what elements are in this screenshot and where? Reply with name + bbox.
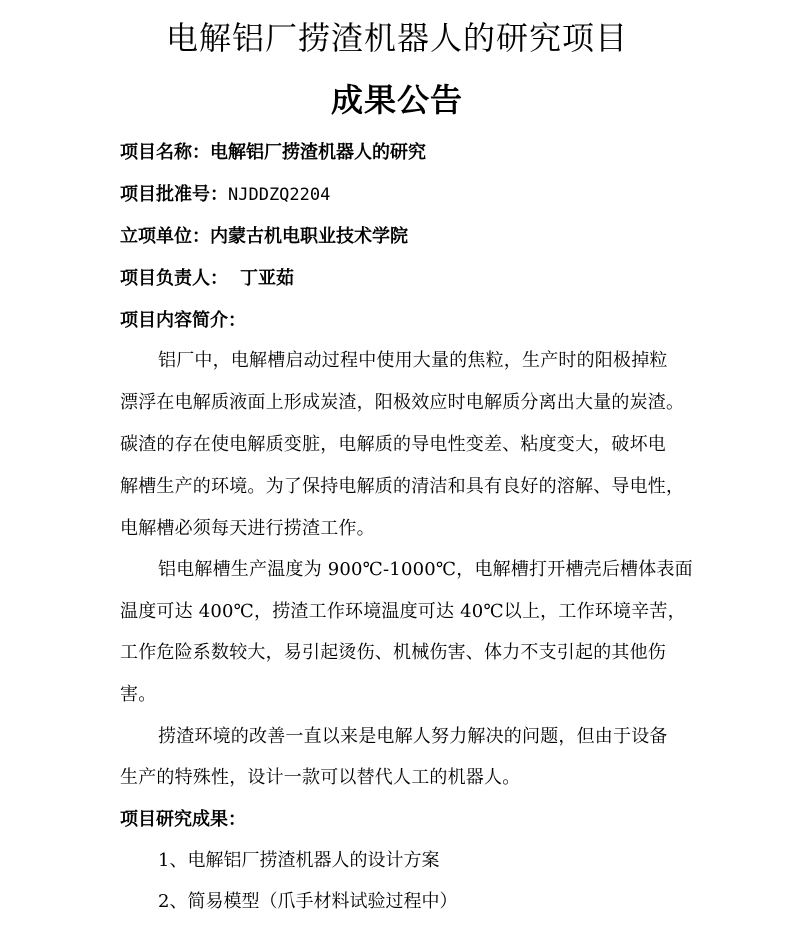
results-list-item: 1、电解铝厂捞渣机器人的设计方案 (158, 850, 440, 871)
project-name-row (120, 140, 680, 166)
intro-p1-line: 电解槽必须每天进行捞渣工作。 (120, 518, 375, 539)
project-name-label: 项目名称： (120, 142, 210, 163)
results-list-item: 2、简易模型（爪手材料试验过程中） (158, 891, 458, 912)
approval-number-value: NJDDZQ2204 (228, 185, 331, 205)
project-unit-label: 立项单位： (120, 226, 210, 247)
project-leader-label: 项目负责人： (120, 268, 228, 289)
intro-p1-line: 铝厂中，电解槽启动过程中使用大量的焦粒，生产时的阳极掉粒 (158, 350, 668, 371)
intro-p2-line: 温度可达 400℃，捞渣工作环境温度可达 40℃以上，工作环境辛苦， (120, 601, 686, 622)
intro-p1-line: 漂浮在电解质液面上形成炭渣，阳极效应时电解质分离出大量的炭渣。 (120, 392, 685, 413)
intro-p3-line: 生产的特殊性，设计一款可以替代人工的机器人。 (120, 767, 521, 788)
results-label: 项目研究成果： (120, 809, 246, 830)
intro-p2-line: 害。 (120, 684, 157, 705)
document-subtitle: 成果公告 (330, 81, 463, 119)
intro-p1-line: 解槽生产的环境。为了保持电解质的清洁和具有良好的溶解、导电性， (120, 476, 685, 497)
approval-number-label: 项目批准号： (120, 184, 228, 205)
intro-p3-line: 捞渣环境的改善一直以来是电解人努力解决的问题，但由于设备 (158, 726, 668, 747)
intro-p2-line: 工作危险系数较大，易引起烫伤、机械伤害、体力不支引起的其他伤 (120, 642, 666, 663)
document-title: 电解铝厂捞渣机器人的研究项目 (165, 19, 628, 57)
project-leader-value: 丁亚茹 (240, 268, 294, 289)
intro-p1-line: 碳渣的存在使电解质变脏，电解质的导电性变差、粘度变大，破坏电 (120, 434, 666, 455)
intro-p2-line: 铝电解槽生产温度为 900℃-1000℃，电解槽打开槽壳后槽体表面 (158, 559, 693, 580)
project-unit-row (120, 224, 680, 250)
project-name-value: 电解铝厂捞渣机器人的研究 (210, 142, 426, 163)
project-intro-label: 项目内容简介： (120, 310, 246, 331)
project-unit-value: 内蒙古机电职业技术学院 (210, 226, 408, 247)
approval-number-row (120, 182, 680, 208)
project-leader-row (120, 266, 680, 292)
